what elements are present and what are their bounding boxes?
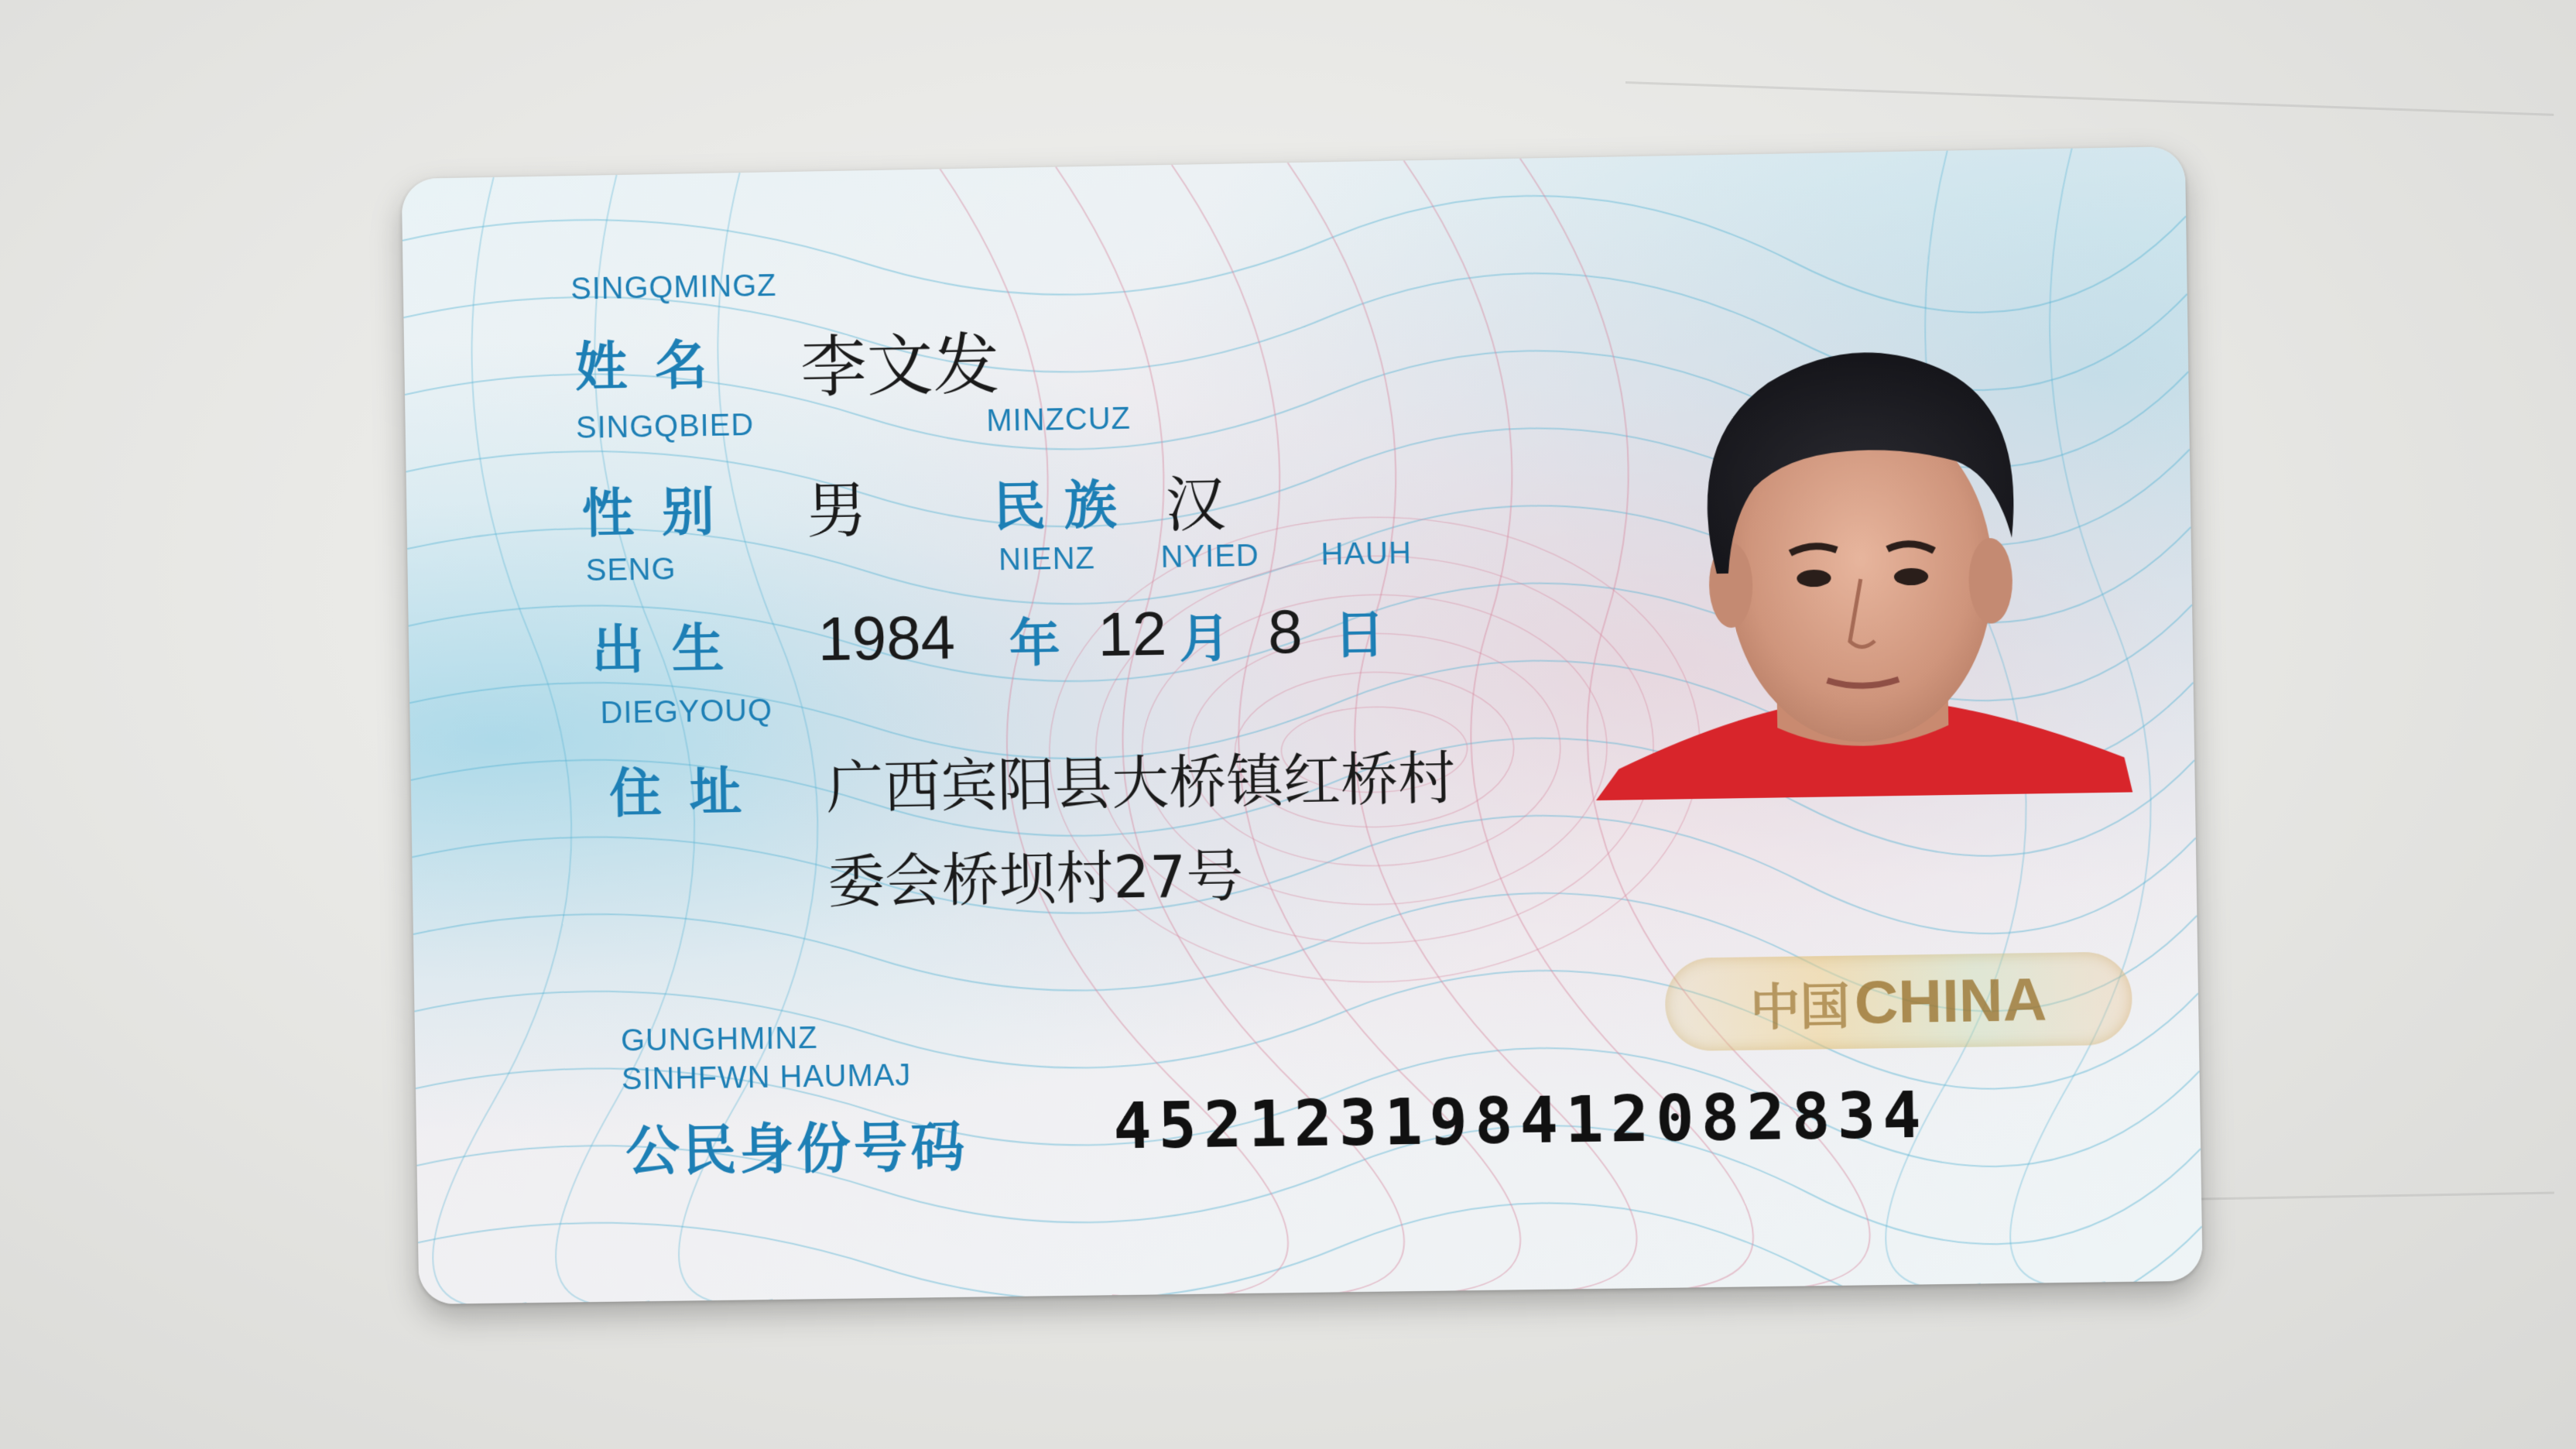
name-label: 姓名 xyxy=(574,334,736,399)
address-label-en: DIEGYOUQ xyxy=(600,693,773,731)
birth-month-unit: 月 xyxy=(1178,608,1231,670)
address-line-2: 委会桥坝村27号 xyxy=(827,843,1244,916)
birth-year-unit: 年 xyxy=(1009,612,1061,673)
ethnicity-label-en: MINZCUZ xyxy=(986,401,1132,438)
sex-label: 性别 xyxy=(581,481,743,546)
name-label-en: SINGQMINGZ xyxy=(570,268,777,307)
id-number-label: 公民身份号码 xyxy=(625,1115,968,1184)
birth-month: 12 xyxy=(1097,598,1167,670)
china-hologram xyxy=(1664,951,2132,1051)
birth-label: 出生 xyxy=(591,618,752,682)
sex-label-en: SINGQBIED xyxy=(575,408,755,445)
hologram-text-en: CHINA xyxy=(1854,964,2047,1036)
portrait-photo xyxy=(1588,303,2132,800)
birth-label-en: SENG xyxy=(585,552,677,588)
birth-year: 1984 xyxy=(817,602,956,673)
month-label-en: NYIED xyxy=(1160,538,1260,574)
id-card xyxy=(402,146,2203,1304)
id-label-en-1: GUNGHMINZ xyxy=(620,1021,818,1058)
year-label-en: NIENZ xyxy=(998,541,1096,577)
day-label-en: HAUH xyxy=(1321,536,1413,572)
hologram-text-zh: 中国 xyxy=(1749,978,1851,1037)
birth-day: 8 xyxy=(1267,596,1303,666)
address-line-1: 广西宾阳县大桥镇红桥村 xyxy=(825,745,1456,822)
sex-value: 男 xyxy=(806,476,868,547)
name-value: 李文发 xyxy=(800,326,1000,407)
birth-day-unit: 日 xyxy=(1333,605,1386,666)
ethnicity-label: 民族 xyxy=(992,474,1136,539)
surface-crease xyxy=(1625,81,2554,116)
id-label-en-2: SINHFWN HAUMAJ xyxy=(621,1058,912,1097)
id-number-value: 452123198412082834 xyxy=(1112,1078,1929,1164)
ethnicity-value: 汉 xyxy=(1164,470,1227,541)
address-label: 住址 xyxy=(608,761,770,825)
